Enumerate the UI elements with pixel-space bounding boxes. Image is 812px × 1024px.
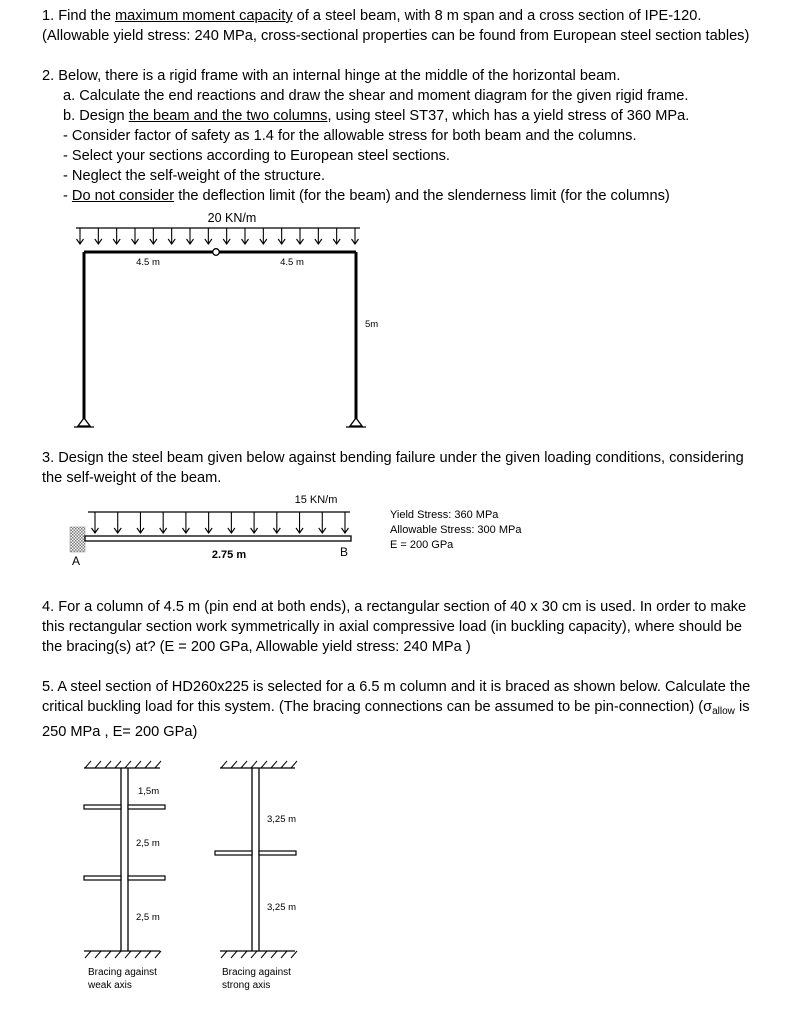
ground-hatch-line [155, 951, 161, 958]
ground-hatch-line [291, 761, 297, 768]
q5-line-2: critical buckling load for this system. (The bracing connections can be assumed to be pin-connection) ($\sigma_{allow}$ is [42, 699, 750, 717]
ground-hatch-line [105, 951, 111, 958]
q3-line-1: 3. Design the steel beam given below against bending failure under the given loading conditions, considering [42, 450, 744, 466]
cantilever-load-label: 15 KN/m [294, 494, 338, 506]
ground-hatch-line [291, 951, 297, 958]
ground-hatch-line [221, 761, 227, 768]
ground-hatch-line [95, 761, 101, 768]
q2-note-limits: - Do not consider the deflection limit (for the beam) and the slenderness limit (for the columns) [63, 188, 670, 204]
frame-span-left-label: 4.5 m [136, 257, 160, 268]
q4-line-2: this rectangular section work symmetrically in axial compressive load (in buckling capacity), where should be [42, 619, 742, 635]
weak-axis-column-figure [84, 761, 165, 991]
frame-span-right-label: 4.5 m [280, 257, 304, 268]
strong-brace-left [215, 851, 252, 855]
ground-hatch-line [261, 761, 267, 768]
ground-hatch-line [135, 951, 141, 958]
q2-note-selfweight: - Neglect the self-weight of the structure. [63, 168, 325, 184]
q3-line-2: the self-weight of the beam. [42, 470, 222, 486]
ground-hatch-line [125, 951, 131, 958]
ground-hatch-line [271, 761, 277, 768]
ground-hatch-line [251, 951, 257, 958]
strong-bottom-hatch [221, 951, 297, 958]
weak-brace-2-right [128, 876, 165, 880]
ground-hatch-line [145, 951, 151, 958]
strong-caption-line-1: Bracing against [222, 967, 291, 978]
end-label-b: B [339, 545, 349, 559]
strong-brace-right [259, 851, 296, 855]
weak-top-hatch [85, 761, 161, 768]
weak-bottom-hatch [85, 951, 161, 958]
ground-hatch-line [221, 951, 227, 958]
prop-yield-stress: Yield Stress: 360 MPa [390, 509, 499, 521]
ground-hatch-line [105, 761, 111, 768]
support-label-a: A [71, 554, 81, 568]
q2-intro: 2. Below, there is a rigid frame with an internal hinge at the middle of the horizontal beam. [42, 68, 621, 84]
weak-segment-2-label: 2,5 m [136, 838, 160, 849]
weak-brace-1-left [84, 805, 121, 809]
ground-hatch-line [231, 761, 237, 768]
ground-hatch-line [155, 761, 161, 768]
q2-part-a: a. Calculate the end reactions and draw the shear and moment diagram for the given rigid frame. [63, 88, 689, 104]
frame-load-label: 20 KN/m [207, 211, 257, 225]
ground-hatch-line [241, 951, 247, 958]
q5-line-1: 5. A steel section of HD260x225 is selected for a 6.5 m column and it is braced as shown below. Calculate the [42, 679, 751, 695]
weak-caption-line-2: weak axis [88, 980, 132, 991]
ground-hatch-line [231, 951, 237, 958]
ground-hatch-line [281, 951, 287, 958]
ground-hatch-line [271, 951, 277, 958]
ground-hatch-line [85, 951, 91, 958]
strong-caption-line-2: strong axis [222, 980, 271, 991]
weak-segment-3-label: 2,5 m [136, 912, 160, 923]
ground-hatch-line [125, 761, 131, 768]
q2-part-b: b. Design the beam and the two columns, using steel ST37, which has a yield stress of 360 MPa. [63, 108, 690, 124]
q1-line-1: 1. Find the maximum moment capacity of a steel beam, with 8 m span and a cross section of IPE-120. [42, 8, 702, 24]
q2-note-sections: - Select your sections according to European steel sections. [63, 148, 450, 164]
frame-height-label: 5m [365, 319, 379, 330]
weak-segment-1-label: 1,5m [138, 786, 160, 797]
q1-line-2: (Allowable yield stress: 240 MPa, cross-sectional properties can be found from European steel section tables) [42, 28, 750, 44]
q5-line-3: 250 MPa , E= 200 GPa) [42, 724, 198, 740]
strong-axis-column-figure [215, 761, 297, 991]
ground-hatch-line [251, 761, 257, 768]
ground-hatch-line [115, 951, 121, 958]
cantilever-length-label: 2.75 m [211, 549, 247, 561]
weak-brace-1-right [128, 805, 165, 809]
prop-elastic-modulus: E = 200 GPa [390, 539, 454, 551]
strong-top-hatch [221, 761, 297, 768]
ground-hatch-line [95, 951, 101, 958]
weak-caption-line-1: Bracing against [88, 967, 157, 978]
q4-line-3: the bracing(s) at? (E = 200 GPa, Allowable yield stress: 240 MPa ) [42, 639, 471, 655]
q2-note-safety: - Consider factor of safety as 1.4 for the allowable stress for both beam and the columns. [63, 128, 637, 144]
ground-hatch-line [135, 761, 141, 768]
q1-underlined-term: maximum moment capacity [115, 8, 293, 24]
prop-allowable-stress: Allowable Stress: 300 MPa [390, 524, 522, 536]
ground-hatch-line [145, 761, 151, 768]
q4-line-1: 4. For a column of 4.5 m (pin end at both ends), a rectangular section of 40 x 30 cm is used. In order to make [42, 599, 747, 615]
ground-hatch-line [85, 761, 91, 768]
ground-hatch-line [241, 761, 247, 768]
strong-segment-2-label: 3,25 m [267, 902, 297, 913]
ground-hatch-line [281, 761, 287, 768]
strong-segment-1-label: 3,25 m [267, 814, 297, 825]
ground-hatch-line [261, 951, 267, 958]
ground-hatch-line [115, 761, 121, 768]
weak-brace-2-left [84, 876, 121, 880]
